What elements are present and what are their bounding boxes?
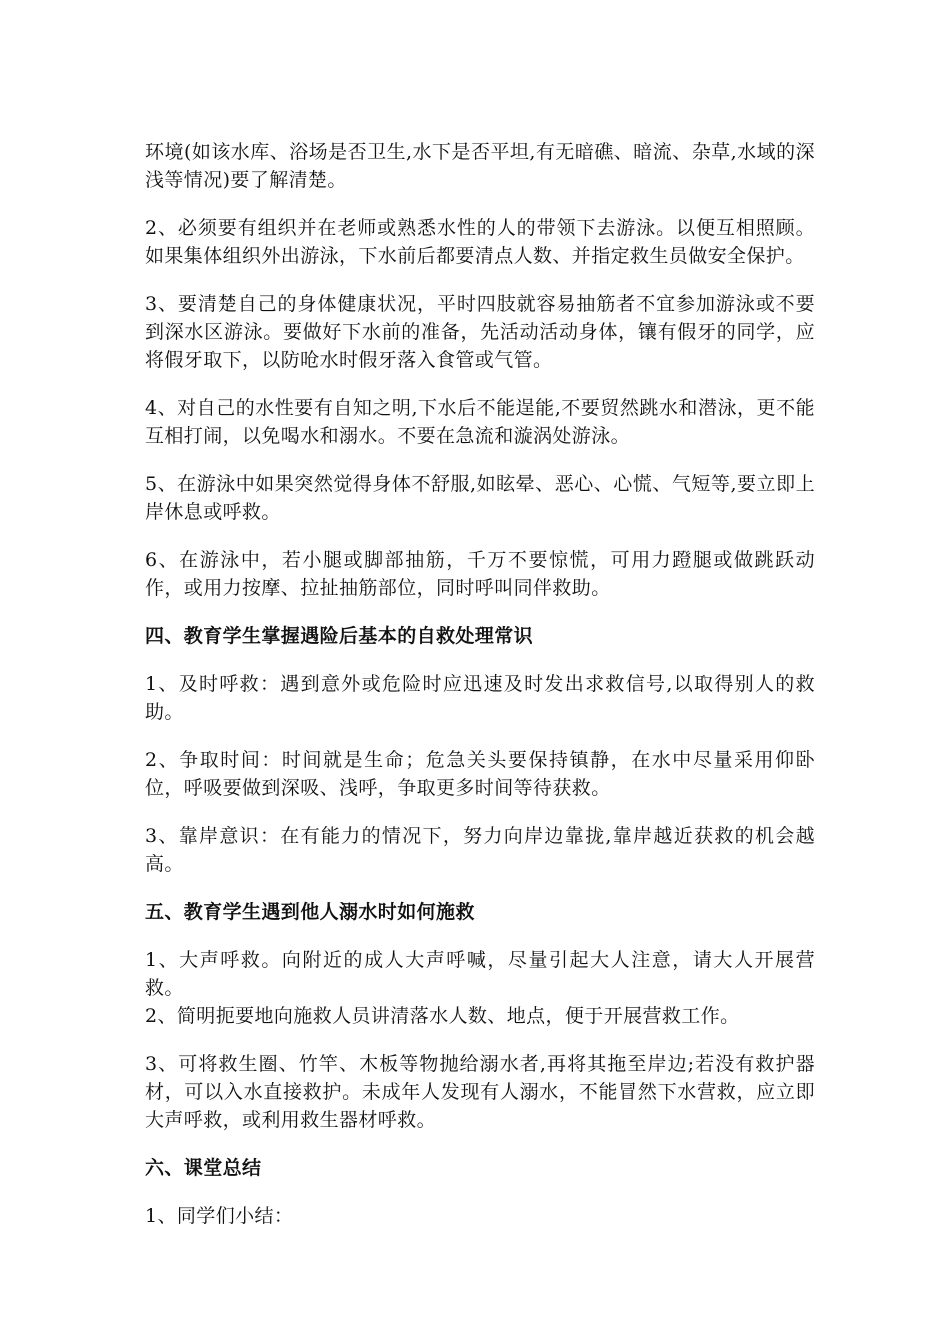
section-heading-5: 五、教育学生遇到他人溺水时如何施救 — [145, 901, 475, 923]
paragraph-rule-2: 2、必须要有组织并在老师或熟悉水性的人的带领下去游泳。以便互相照顾。如果集体组织外出游泳，下水前后都要清点人数、并指定救生员做安全保护。 — [145, 217, 815, 267]
paragraph-rescue-3: 3、可将救生圈、竹竿、木板等物抛给溺水者,再将其拖至岸边;若没有救护器材，可以入水直接救护。未成年人发现有人溺水，不能冒然下水营救，应立即大声呼救，或利用救生器材呼救。 — [145, 1053, 815, 1131]
document-body — [145, 138, 815, 1250]
paragraph-rescue-2: 2、简明扼要地向施救人员讲清落水人数、地点，便于开展营救工作。 — [145, 1005, 740, 1027]
paragraph-self-rescue-1: 1、及时呼救：遇到意外或危险时应迅速及时发出求救信号,以取得别人的救助。 — [145, 673, 815, 723]
paragraph-rescue-1: 1、大声呼救。向附近的成人大声呼喊，尽量引起大人注意，请大人开展营救。 — [145, 949, 815, 999]
paragraph-rule-4: 4、对自己的水性要有自知之明,下水后不能逞能,不要贸然跳水和潜泳，更不能互相打闹，以免喝水和溺水。不要在急流和漩涡处游泳。 — [145, 397, 815, 447]
section-heading-4: 四、教育学生掌握遇险后基本的自救处理常识 — [145, 625, 534, 647]
paragraph-self-rescue-3: 3、靠岸意识：在有能力的情况下，努力向岸边靠拢,靠岸越近获救的机会越高。 — [145, 825, 815, 875]
paragraph-summary-1: 1、同学们小结： — [145, 1205, 294, 1227]
paragraph-rule-6: 6、在游泳中，若小腿或脚部抽筋，千万不要惊慌，可用力蹬腿或做跳跃动作，或用力按摩、拉扯抽筋部位，同时呼叫同伴救助。 — [145, 549, 815, 599]
paragraph-self-rescue-2: 2、争取时间：时间就是生命；危急关头要保持镇静，在水中尽量采用仰卧位，呼吸要做到深吸、浅呼，争取更多时间等待获救。 — [145, 749, 815, 799]
paragraph-rule-3: 3、要清楚自己的身体健康状况，平时四肢就容易抽筋者不宜参加游泳或不要到深水区游泳。要做好下水前的准备，先活动活动身体，镶有假牙的同学，应将假牙取下，以防呛水时假牙落入食管或气管。 — [145, 293, 815, 371]
section-heading-6: 六、课堂总结 — [145, 1157, 262, 1179]
paragraph-environment: 环境(如该水库、浴场是否卫生,水下是否平坦,有无暗礁、暗流、杂草,水域的深浅等情况)要了解清楚。 — [145, 141, 815, 191]
paragraph-rule-5: 5、在游泳中如果突然觉得身体不舒服,如眩晕、恶心、心慌、气短等,要立即上岸休息或呼救。 — [145, 473, 815, 523]
